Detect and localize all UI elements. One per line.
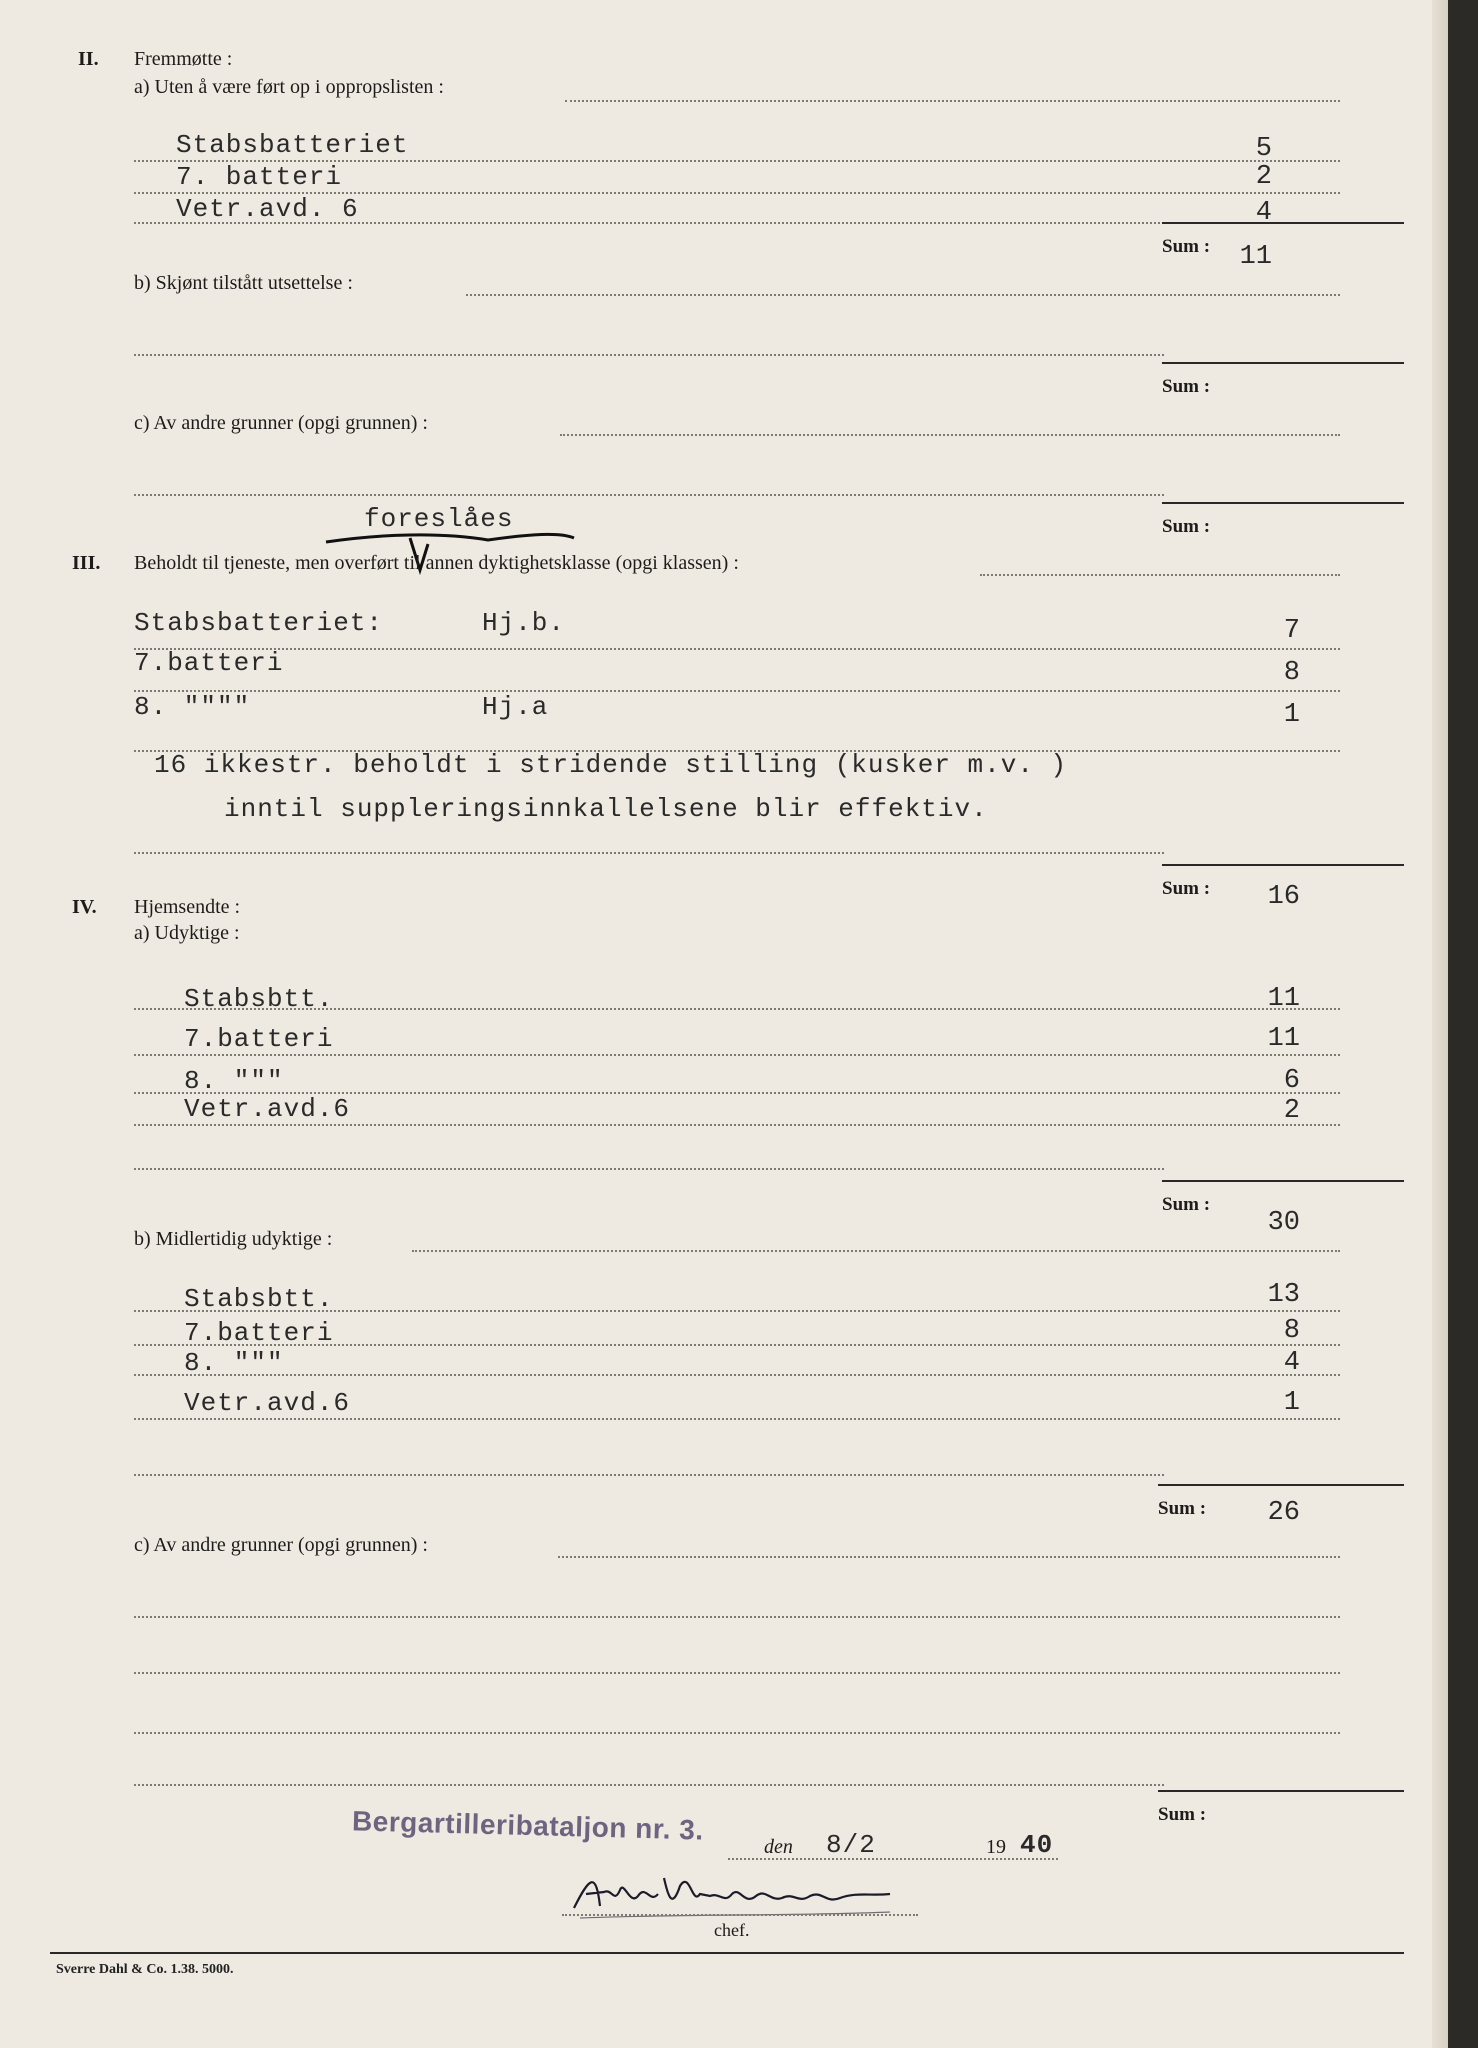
- section-4b-row-name: 7.batteri: [184, 1318, 334, 1348]
- section-3-sum-label: Sum :: [1162, 878, 1211, 899]
- section-3-sum-value: 16: [1267, 882, 1300, 912]
- section-2a-row-name: Vetr.avd. 6: [176, 194, 359, 224]
- section-2a-label: a) Uten å være ført op i oppropslisten :: [134, 76, 444, 98]
- section-2a-sum-value: 11: [1239, 242, 1272, 272]
- section-4a-row-name: Stabsbtt.: [184, 984, 334, 1014]
- section-2b-sum-label: Sum :: [1162, 376, 1211, 397]
- section-3-number: III.: [72, 552, 101, 574]
- section-4b-row-value: 13: [1267, 1280, 1300, 1310]
- section-3-row-class: Hj.a: [482, 692, 549, 722]
- section-3-row-class: Hj.b.: [482, 608, 566, 638]
- section-2a-row-value: 4: [1255, 198, 1272, 228]
- section-3-title: Beholdt til tjeneste, men overført til annen dyktighetsklasse (opgi klassen) :: [134, 552, 739, 574]
- section-3-row-value: 8: [1283, 658, 1300, 688]
- section-4-title: Hjemsendte :: [134, 896, 241, 918]
- section-4c-sum-label: Sum :: [1158, 1804, 1207, 1825]
- printer-imprint: Sverre Dahl & Co. 1.38. 5000.: [56, 1962, 234, 1977]
- section-4a-row-value: 6: [1283, 1066, 1300, 1096]
- section-4b-row-name: 8. """: [184, 1348, 284, 1378]
- section-2c-label: c) Av andre grunner (opgi grunnen) :: [134, 412, 428, 434]
- section-2a-row-value: 2: [1255, 162, 1272, 192]
- section-2-number: II.: [78, 48, 99, 70]
- section-4a-row-name: 8. """: [184, 1066, 284, 1096]
- section-4b-row-name: Vetr.avd.6: [184, 1388, 351, 1418]
- chef-label: chef.: [714, 1920, 750, 1940]
- section-4b-row-value: 8: [1283, 1316, 1300, 1346]
- section-3-row-name: 7.batteri: [134, 648, 284, 678]
- section-3-note-line-2: inntil suppleringsinnkallelsene blir effektiv.: [224, 794, 988, 824]
- section-2a-sum-label: Sum :: [1162, 236, 1211, 257]
- section-3-note-line-1: 16 ikkestr. beholdt i stridende stilling (kusker m.v. ): [154, 750, 1068, 780]
- section-4a-row-value: 11: [1267, 1024, 1300, 1054]
- section-4b-label: b) Midlertidig udyktige :: [134, 1228, 333, 1250]
- year-prefix: 19: [986, 1836, 1006, 1858]
- section-4b-row-name: Stabsbtt.: [184, 1284, 334, 1314]
- section-2-title: Fremmøtte :: [134, 48, 233, 70]
- unit-stamp: Bergartilleribataljon nr. 3.: [351, 1805, 705, 1846]
- date-value: 8/2: [826, 1830, 876, 1860]
- insertion-foreslaaes: foreslåes: [364, 504, 514, 534]
- year-suffix: 40: [1020, 1830, 1054, 1860]
- section-4c-label: c) Av andre grunner (opgi grunnen) :: [134, 1534, 428, 1556]
- section-2a-row-value: 5: [1255, 134, 1272, 164]
- section-2b-label: b) Skjønt tilstått utsettelse :: [134, 272, 353, 294]
- section-3-row-value: 7: [1283, 616, 1300, 646]
- section-4-number: IV.: [72, 896, 97, 918]
- section-4b-row-value: 1: [1283, 1388, 1300, 1418]
- section-4b-sum-label: Sum :: [1158, 1498, 1207, 1519]
- section-4a-row-value: 2: [1283, 1096, 1300, 1126]
- section-4a-row-value: 11: [1267, 984, 1300, 1014]
- section-4a-sum-value: 30: [1267, 1208, 1300, 1238]
- section-2c-sum-label: Sum :: [1162, 516, 1211, 537]
- section-4b-sum-value: 26: [1267, 1498, 1300, 1528]
- section-2a-row-name: 7. batteri: [176, 162, 343, 192]
- section-3-row-name: Stabsbatteriet:: [134, 608, 384, 638]
- section-4a-sum-label: Sum :: [1162, 1194, 1211, 1215]
- section-4b-row-value: 4: [1283, 1348, 1300, 1378]
- section-4a-label: a) Udyktige :: [134, 922, 240, 944]
- section-4a-row-name: Vetr.avd.6: [184, 1094, 351, 1124]
- den-label: den: [764, 1836, 793, 1858]
- section-3-row-name: 8. """": [134, 692, 251, 722]
- paper-edge: [1432, 0, 1448, 2048]
- section-4a-row-name: 7.batteri: [184, 1024, 334, 1054]
- section-3-row-value: 1: [1283, 700, 1300, 730]
- section-2a-row-name: Stabsbatteriet: [176, 130, 409, 160]
